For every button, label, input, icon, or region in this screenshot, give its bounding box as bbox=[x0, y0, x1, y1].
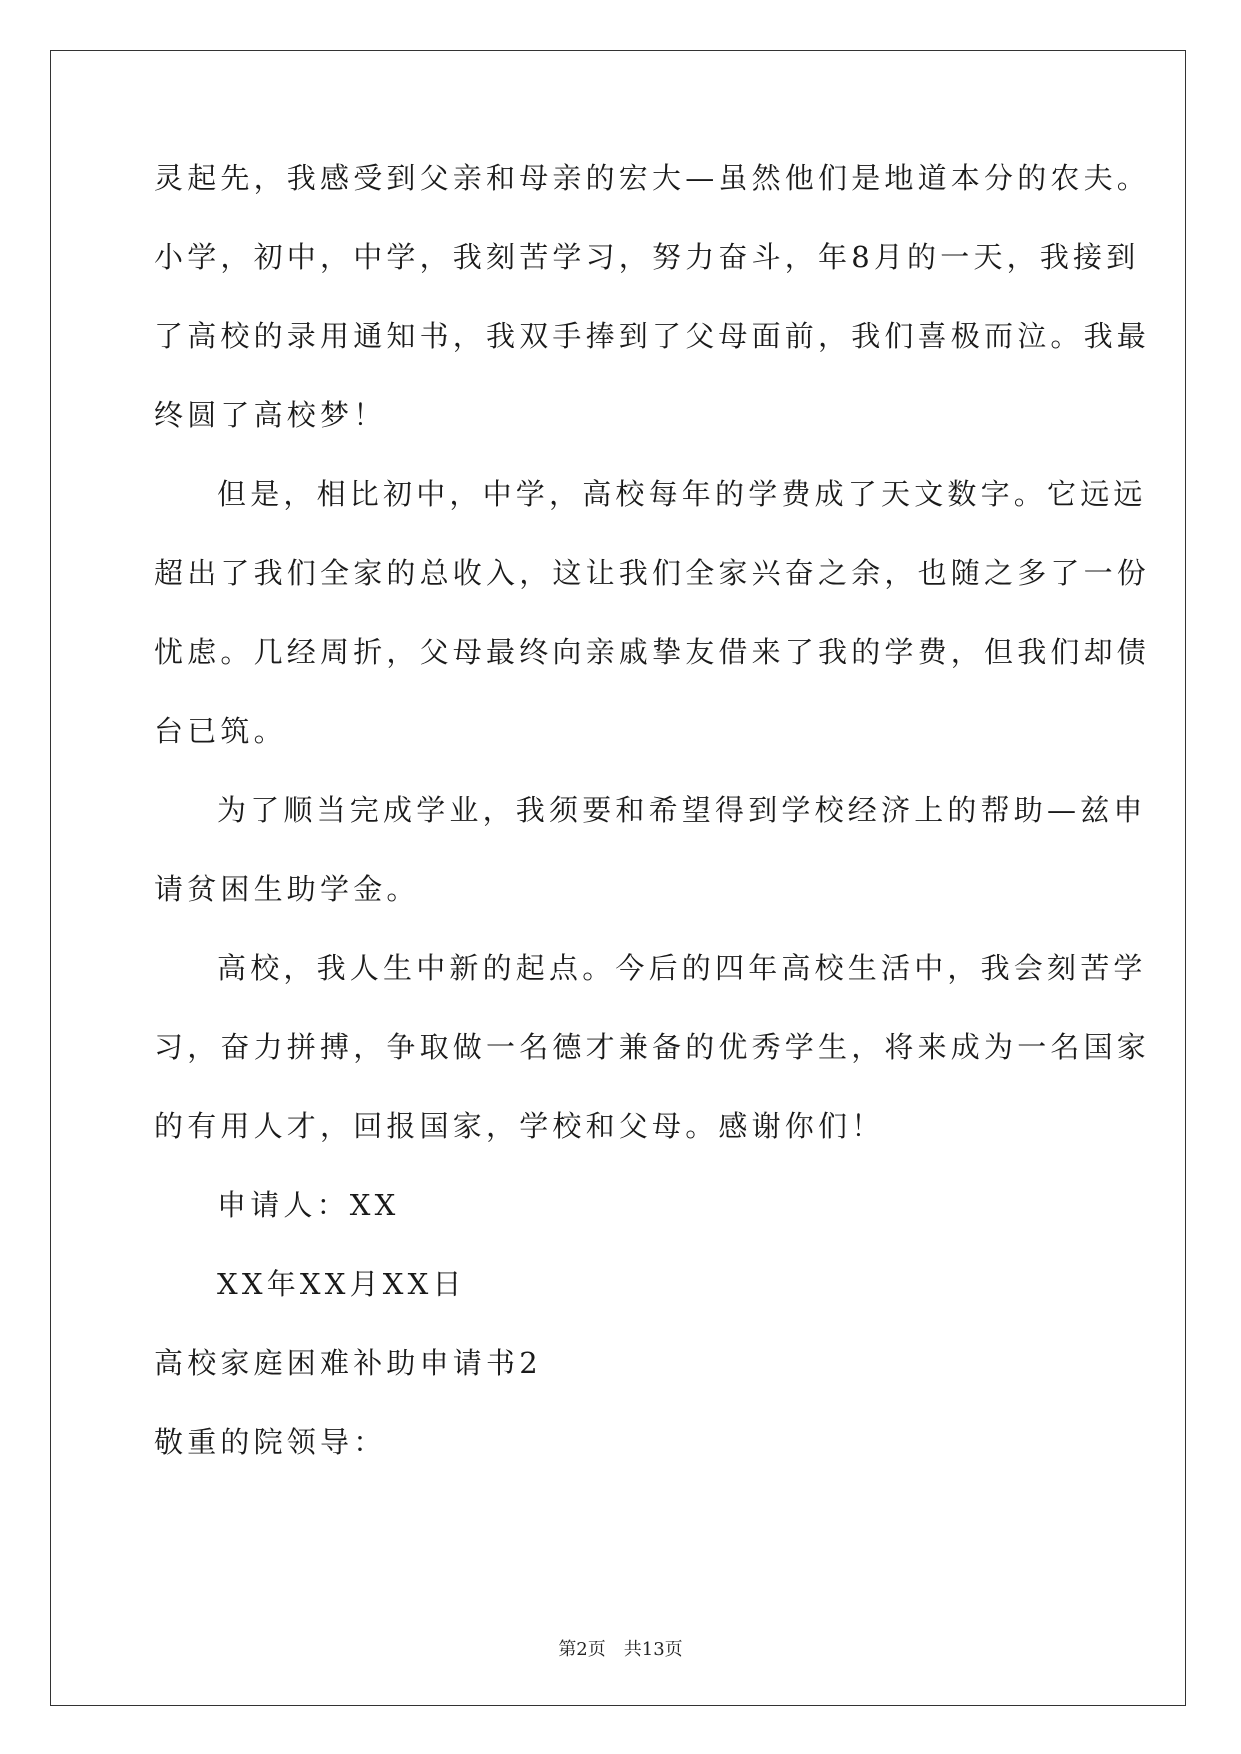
text-line: 习，奋力拼搏，争取做一名德才兼备的优秀学生，将来成为一名国家 bbox=[154, 1030, 1151, 1064]
page-footer bbox=[0, 1635, 1241, 1661]
applicant-line: 申请人：XX bbox=[217, 1188, 400, 1222]
text-line: 但是，相比初中，中学，高校每年的学费成了天文数字。它远远 bbox=[217, 477, 1147, 511]
text-line: 忧虑。几经周折，父母最终向亲戚挚友借来了我的学费，但我们却债 bbox=[154, 635, 1151, 669]
text-line: 超出了我们全家的总收入，这让我们全家兴奋之余，也随之多了一份 bbox=[154, 556, 1151, 590]
text-line: 请贫困生助学金。 bbox=[154, 872, 420, 906]
page-number: 第2页 bbox=[558, 1639, 606, 1660]
text-line: 台已筑。 bbox=[154, 714, 287, 748]
text-line: 高校，我人生中新的起点。今后的四年高校生活中，我会刻苦学 bbox=[217, 951, 1147, 985]
text-line: 的有用人才，回报国家，学校和父母。感谢你们！ bbox=[154, 1109, 885, 1143]
text-line: 小学，初中，中学，我刻苦学习，努力奋斗，年8月的一天，我接到 bbox=[154, 240, 1140, 274]
text-line: 灵起先，我感受到父亲和母亲的宏大—虽然他们是地道本分的农夫。 bbox=[154, 161, 1151, 195]
salutation: 敬重的院领导： bbox=[154, 1425, 387, 1459]
document-body bbox=[154, 158, 1151, 1501]
text-line: 了高校的录用通知书，我双手捧到了父母面前，我们喜极而泣。我最 bbox=[154, 319, 1151, 353]
text-line: 为了顺当完成学业，我须要和希望得到学校经济上的帮助—兹申 bbox=[217, 793, 1147, 827]
text-line: 终圆了高校梦！ bbox=[154, 398, 387, 432]
page-total: 共13页 bbox=[623, 1639, 683, 1660]
date-line: XX年XX月XX日 bbox=[217, 1267, 466, 1301]
section-heading: 高校家庭困难补助申请书2 bbox=[154, 1346, 542, 1380]
